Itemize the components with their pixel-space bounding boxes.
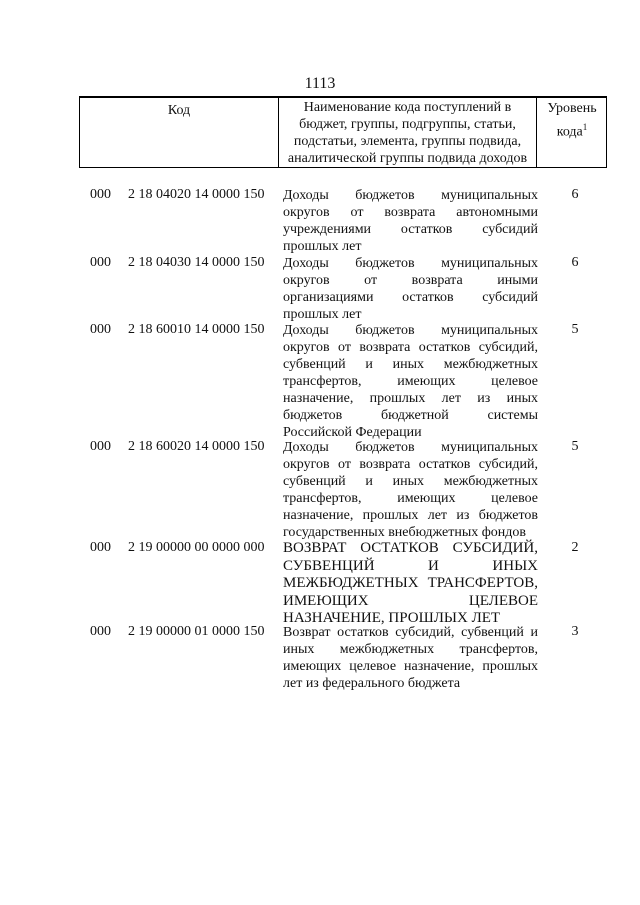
row-code: 2 19 00000 00 0000 000 — [128, 540, 265, 555]
header-level — [538, 98, 606, 167]
header-level-line2 — [538, 118, 606, 142]
row-code: 2 18 60010 14 0000 150 — [128, 322, 265, 337]
header-name — [278, 98, 537, 167]
header-level-line: Уровень — [547, 101, 597, 116]
row-code: 2 18 60020 14 0000 150 — [128, 439, 265, 454]
row-group: 000 — [90, 540, 111, 555]
row-code: 2 18 04020 14 0000 150 — [128, 187, 265, 202]
row-name: Доходы бюджетов муниципальных округов от возврата остатков субсидий, субвенций и иных межбюджетных трансфертов, имеющих целевое назначение, прошлых лет из бюджетов государственных внебюджетных фондов — [283, 440, 538, 540]
row-name: Доходы бюджетов муниципальных округов от возврата остатков субсидий, субвенций и иных межбюджетных трансфертов, имеющих целевое назначение, прошлых лет из иных бюджетов бюджетной системы Российской Федерации — [283, 323, 538, 440]
row-name: Возврат остатков субсидий, субвенций и иных межбюджетных трансфертов, имеющих целевое назначение, прошлых лет из федерального бюджета — [283, 625, 538, 691]
row-code: 2 18 04030 14 0000 150 — [128, 255, 265, 270]
header-name-line: бюджет, группы, подгруппы, статьи, — [299, 117, 516, 132]
row-group: 000 — [90, 439, 111, 454]
row-level: 3 — [571, 624, 579, 639]
row-code: 2 19 00000 01 0000 150 — [128, 624, 265, 639]
header-code: Код — [167, 103, 191, 118]
row-name: Доходы бюджетов муниципальных округов от возврата иными организациями остатков субсидий прошлых лет — [283, 256, 538, 322]
header-name-line: подстатьи, элемента, группы подвида, — [293, 134, 522, 149]
header-name-line: Наименование кода поступлений в — [303, 100, 512, 115]
page-number: 1113 — [304, 75, 336, 92]
header-level-word: кода — [556, 124, 583, 140]
row-level: 2 — [571, 540, 579, 555]
row-name: ВОЗВРАТ ОСТАТКОВ СУБСИДИЙ, СУБВЕНЦИЙ И ИНЫХ МЕЖБЮДЖЕТНЫХ ТРАНСФЕРТОВ, ИМЕЮЩИХ ЦЕЛЕВОЕ НАЗНАЧЕНИЕ, ПРОШЛЫХ ЛЕТ — [283, 540, 538, 626]
row-level: 6 — [571, 187, 579, 202]
row-group: 000 — [90, 322, 111, 337]
row-name: Доходы бюджетов муниципальных округов от возврата автономными учреждениями остатков субсидий прошлых лет — [283, 188, 538, 254]
row-group: 000 — [90, 624, 111, 639]
table-header — [79, 96, 607, 168]
row-group: 000 — [90, 255, 111, 270]
footnote-marker: 1 — [582, 122, 588, 132]
row-level: 5 — [571, 322, 579, 337]
header-name-line: аналитической группы подвида доходов — [287, 151, 528, 166]
row-level: 5 — [571, 439, 579, 454]
row-level: 6 — [571, 255, 579, 270]
row-group: 000 — [90, 187, 111, 202]
